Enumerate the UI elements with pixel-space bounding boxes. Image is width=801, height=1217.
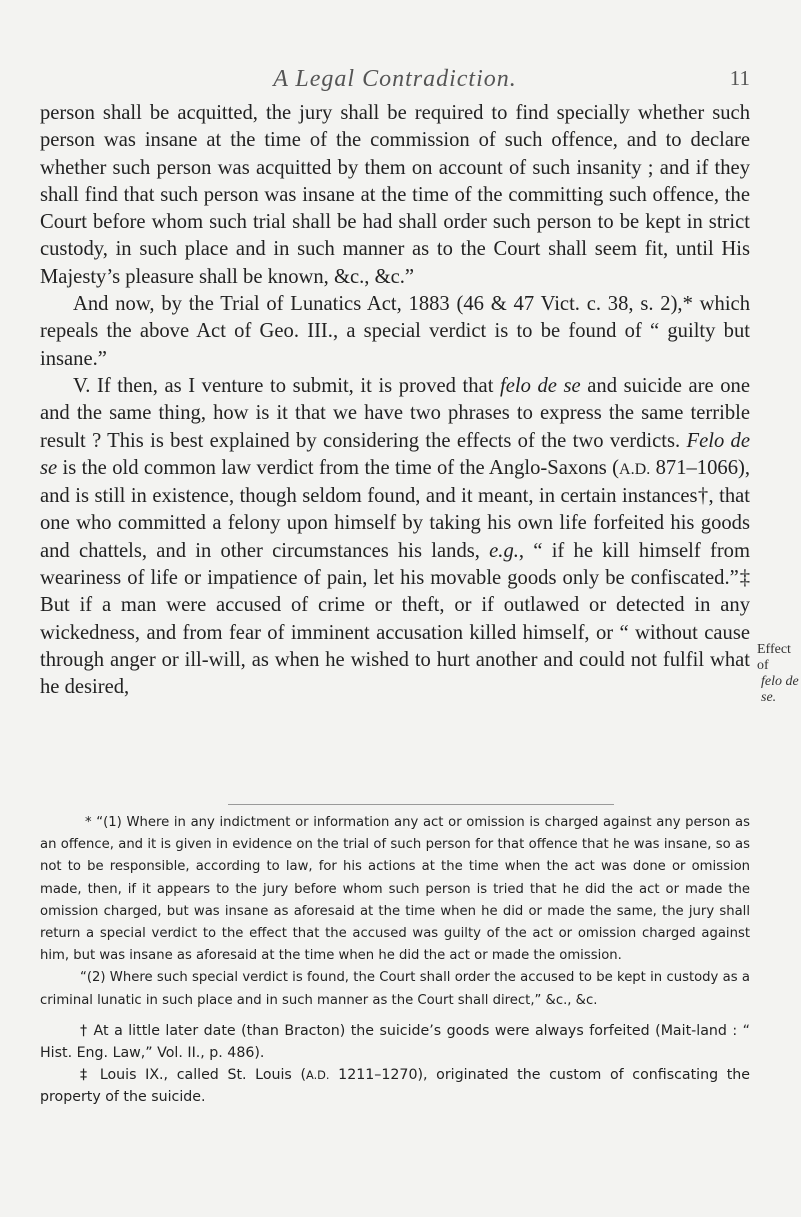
text-run: 871–1066), and is still in existence, though seldom found, and it meant, in certain instances†, that one who committed a felony upon himself by taking his own life forfeited his goods and chattels, and in other circumstances his lands,	[40, 456, 751, 562]
italic-abbreviation: e.g.	[489, 539, 519, 562]
margin-note	[757, 642, 801, 706]
footnote-2: † At a little later date (than Bracton) the suicide’s goods were always forfeited (Mait-land : “ Hist. Eng. Law,” Vol. II., p. 486).	[40, 1022, 750, 1062]
text-run: V. If then, as I venture to submit, it is proved that	[73, 374, 501, 397]
paragraph-continued: person shall be acquitted, the jury shall be required to find specially whether such person was insane at the time of the commission of such offence, and to declare whether such person was acquitted by them on account of such insanity ; and if they shall find that such person was insane at the time of the committing such offence, the Court before whom such trial shall be had shall order such person to be kept in strict custody, in such place and in such manner as to the Court shall seem fit, until His Majesty’s pleasure shall be known, &c., &c.”	[40, 102, 750, 288]
page-number: 11	[729, 66, 750, 90]
running-head	[40, 66, 750, 96]
text-run: and suicide are one and the same thing, how is it that we have two phrases to express the same terrible result ? This is best explained by considering the effects of the two verdicts.	[40, 374, 750, 452]
small-caps-era: A.D.	[619, 460, 651, 478]
margin-note-line: felo de se.	[761, 674, 799, 705]
footnote-3	[40, 1064, 750, 1108]
text-run: ‡ Louis IX., called St. Louis (	[80, 1067, 306, 1084]
text-run: , “ if he kill himself from weariness of life or impatience of pain, let his movable goods only be confiscated.”‡ But if a man were accused of crime or theft, or if outlawed or detected in any wickedness, and from fear of imminent accusation killed himself, or “ without cause through anger or ill-will, as when he wished to hurt another and could not fulfil what he desired,	[40, 539, 750, 699]
italic-term: felo de se	[500, 374, 581, 397]
small-caps-era: A.D.	[306, 1068, 330, 1083]
main-text	[40, 100, 750, 702]
footnote-1-continued: “(2) Where such special verdict is found, the Court shall order the accused to be kept in custody as a criminal lunatic in such place and in such manner as the Court shall direct,” &c., &c.	[40, 970, 750, 1008]
footnote-1: * “(1) Where in any indictment or information any act or omission is charged against any person as an offence, and it is given in evidence on the trial of such person for that offence that he was insane, so as not to be responsible, according to law, for his actions at the time when the act was done or omission made, then, if it appears to the jury before whom such person is tried that he did the act or made the omission charged, but was insane as aforesaid at the time when he did or made the same, the jury shall return a special verdict to the effect that the accused was guilty of the act or omission charged against him, but was insane as aforesaid at the time when he did the act or made the omission.	[40, 815, 750, 964]
margin-note-line: Effect of	[757, 642, 791, 673]
footnotes	[40, 812, 750, 1109]
paragraph-trial-of-lunatics-act: And now, by the Trial of Lunatics Act, 1883 (46 & 47 Vict. c. 38, s. 2),* which repeals the above Act of Geo. III., a special verdict is to be found of “ guilty but insane.”	[40, 293, 750, 370]
italic-term: Felo de se	[40, 429, 750, 479]
text-run: is the old common law verdict from the time of the Anglo-Saxons (	[57, 456, 620, 479]
paragraph-section-v	[40, 373, 750, 702]
running-title: A Legal Contradiction.	[273, 66, 517, 92]
text-run: 1211–1270), originated the custom of confiscating the property of the suicide.	[40, 1067, 751, 1106]
footnote-divider	[228, 804, 614, 805]
